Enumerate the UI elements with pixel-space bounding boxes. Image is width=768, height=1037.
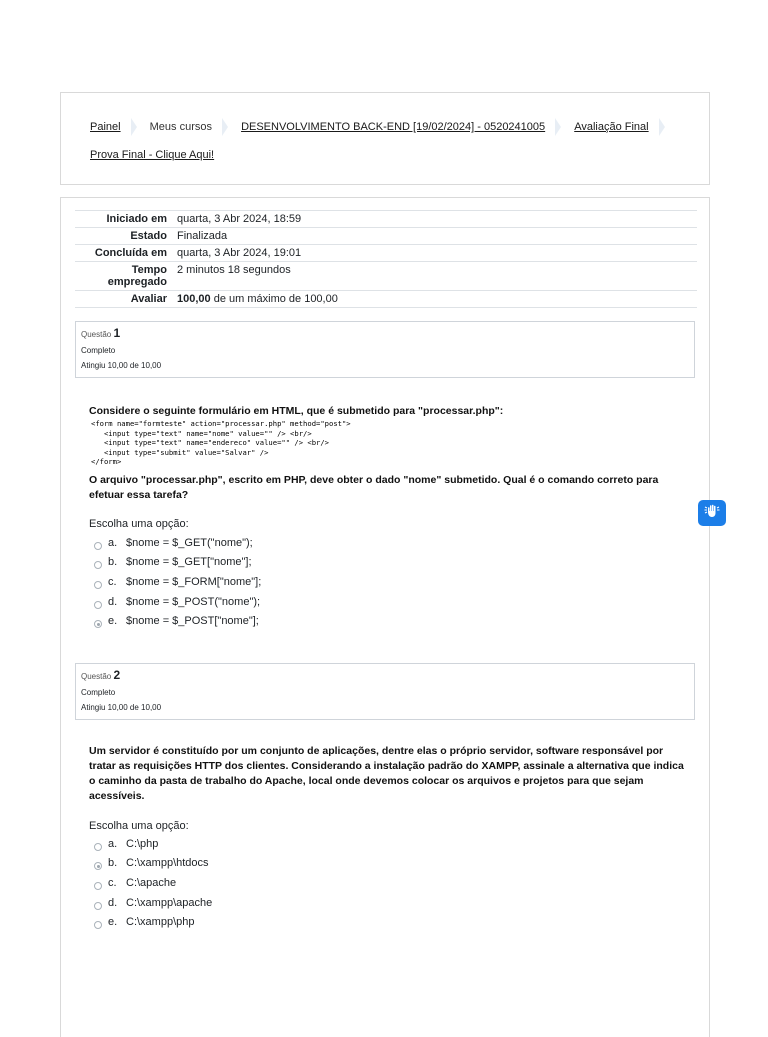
answer-option[interactable]: e. C:\xampp\php <box>94 912 494 932</box>
answer-option[interactable]: d. $nome = $_POST("nome"); <box>94 592 494 612</box>
grade-value: 100,00 <box>177 293 211 305</box>
summary-row-completed <box>75 245 697 262</box>
answer-options <box>94 533 494 631</box>
answer-option[interactable]: a. $nome = $_GET("nome"); <box>94 533 494 553</box>
breadcrumb-item-prova-final[interactable]: Prova Final - Clique Aqui! <box>90 149 215 161</box>
attempt-summary-table <box>75 210 697 308</box>
answer-option[interactable]: b. $nome = $_GET["nome"]; <box>94 553 494 573</box>
summary-row-state <box>75 228 697 245</box>
summary-label: Avaliar <box>130 293 167 305</box>
question-number: 1 <box>113 326 121 340</box>
question-info-box <box>75 663 695 720</box>
breadcrumb-item-avaliacao-final[interactable]: Avaliação Final <box>574 121 649 133</box>
radio-button[interactable] <box>94 581 102 589</box>
answer-option[interactable]: a. C:\php <box>94 834 494 854</box>
summary-label: Estado <box>130 230 167 242</box>
choose-option-prompt: Escolha uma opção: <box>89 820 189 832</box>
answer-option[interactable]: d. C:\xampp\apache <box>94 893 494 913</box>
radio-button[interactable] <box>94 620 102 628</box>
answer-options <box>94 834 494 932</box>
summary-value: quarta, 3 Abr 2024, 19:01 <box>177 247 302 259</box>
radio-button[interactable] <box>94 843 102 851</box>
summary-value <box>177 291 697 308</box>
breadcrumb-panel <box>60 92 710 185</box>
question-label: Questão <box>81 330 112 339</box>
breadcrumb <box>90 113 690 169</box>
question-text: Considere o seguinte formulário em HTML, que é submetido para "processar.php": <box>89 405 504 417</box>
answer-option[interactable]: c. C:\apache <box>94 873 494 893</box>
summary-label: Concluída em <box>94 247 167 259</box>
breadcrumb-separator-icon <box>555 118 563 136</box>
question-status: Completo <box>81 688 116 697</box>
question-text: Um servidor é constituído por um conjunto de aplicações, dentre elas o próprio servidor, software responsável por tratar as requisições HTTP dos clientes. Considerando a instalação padrão do XAMPP, assinale a alternativa que indica o caminho da pasta de trabalho do Apache, local onde devemos colocar os arquivos e projetos para que sejam acessíveis. <box>89 745 684 802</box>
radio-button[interactable] <box>94 882 102 890</box>
question-status: Completo <box>81 346 116 355</box>
quiz-review-panel <box>60 197 710 1037</box>
question-score: Atingiu 10,00 de 10,00 <box>81 361 162 370</box>
question-number: 2 <box>113 668 121 682</box>
summary-value: quarta, 3 Abr 2024, 18:59 <box>177 213 302 225</box>
question-text-followup: O arquivo "processar.php", escrito em PHP, deve obter o dado "nome" submetido. Qual é o comando correto para efetuar essa tarefa? <box>89 474 659 501</box>
choose-option-prompt: Escolha uma opção: <box>89 518 189 530</box>
question-score: Atingiu 10,00 de 10,00 <box>81 703 162 712</box>
radio-button[interactable] <box>94 862 102 870</box>
question-info-box <box>75 321 695 378</box>
answer-option[interactable]: b. C:\xampp\htdocs <box>94 854 494 874</box>
accessibility-button[interactable] <box>698 500 726 526</box>
code-snippet: <form name="formteste" action="processar.php" method="post"> <input type="text" name="nome" value="" /> <br/> <input type="text" name="endereco" value="" /> <br/> <input type="submit" value="Salvar" /> </form> <box>91 419 351 466</box>
breadcrumb-separator-icon <box>222 118 230 136</box>
accessibility-hand-icon <box>703 503 721 524</box>
summary-label: Iniciado em <box>106 213 167 225</box>
summary-value: Finalizada <box>177 230 228 242</box>
breadcrumb-item-course[interactable]: DESENVOLVIMENTO BACK-END [19/02/2024] - 0520241005 <box>241 121 546 133</box>
radio-button[interactable] <box>94 601 102 609</box>
grade-suffix: de um máximo de 100,00 <box>213 293 338 305</box>
answer-option[interactable]: c. $nome = $_FORM["nome"]; <box>94 572 494 592</box>
radio-button[interactable] <box>94 542 102 550</box>
breadcrumb-separator-icon <box>659 118 667 136</box>
summary-row-time <box>75 262 697 291</box>
breadcrumb-item-painel[interactable]: Painel <box>90 121 121 133</box>
summary-value: 2 minutos 18 segundos <box>177 264 291 276</box>
question-label: Questão <box>81 672 112 681</box>
breadcrumb-item-meus-cursos: Meus cursos <box>149 121 212 133</box>
breadcrumb-separator-icon <box>131 118 139 136</box>
summary-row-started <box>75 211 697 228</box>
summary-row-grade <box>75 291 697 308</box>
answer-option[interactable]: e. $nome = $_POST["nome"]; <box>94 611 494 631</box>
radio-button[interactable] <box>94 921 102 929</box>
summary-label: Tempo empregado <box>107 264 167 288</box>
radio-button[interactable] <box>94 561 102 569</box>
radio-button[interactable] <box>94 902 102 910</box>
